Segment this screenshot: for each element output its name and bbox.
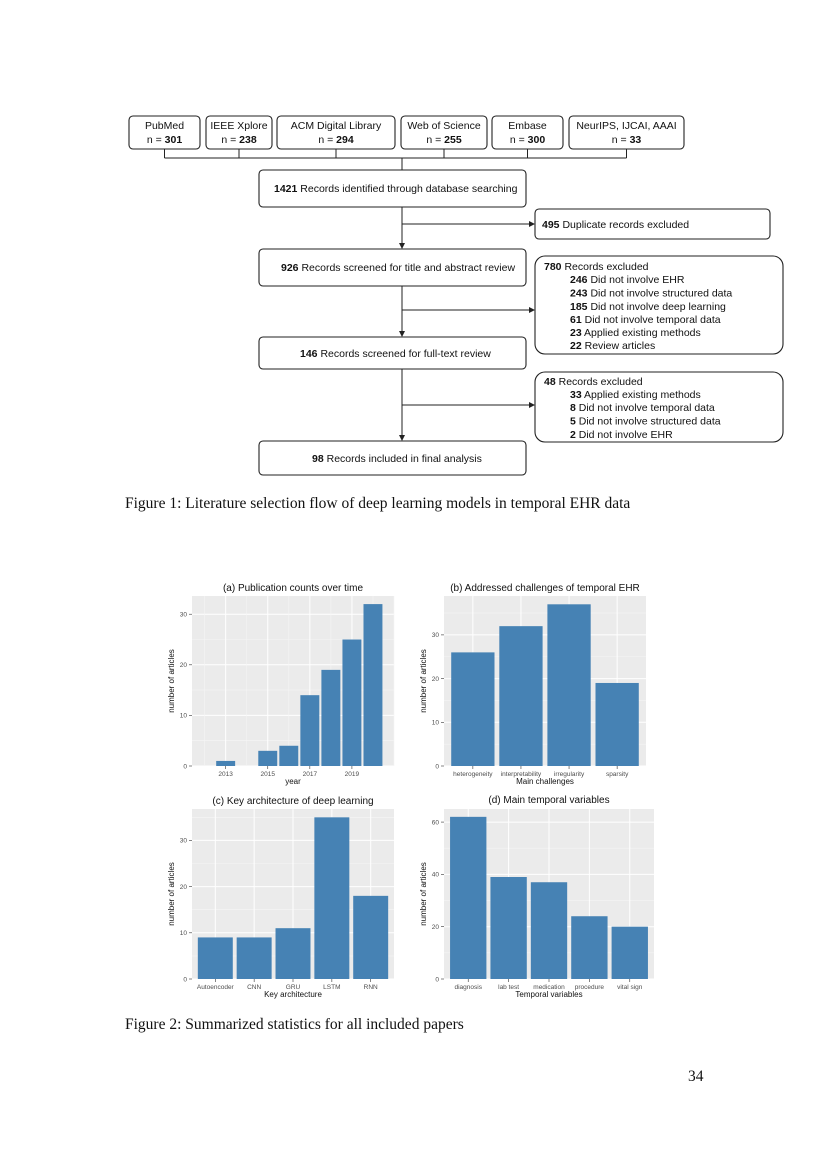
source-count: 238	[239, 134, 257, 146]
y-axis-label: number of articles	[167, 862, 176, 926]
x-tick-label: RNN	[363, 984, 378, 991]
identified-box	[259, 170, 526, 207]
x-axis-label: year	[285, 777, 301, 786]
x-tick-label: LSTM	[323, 984, 341, 991]
x-tick-label: irregularity	[553, 771, 585, 778]
source-name: PubMed	[144, 120, 185, 132]
svg-text:n = 294: n = 294	[318, 134, 354, 146]
source-count: 294	[336, 134, 354, 146]
svg-text:n = 300: n = 300	[509, 134, 546, 146]
excluded-1-item: 23 Applied existing methods	[570, 327, 701, 339]
excluded-1-item: 61 Did not involve temporal data	[570, 314, 721, 326]
source-name: Embase	[508, 120, 547, 132]
y-tick-label: 20	[431, 675, 439, 683]
bar	[571, 916, 607, 979]
bar	[451, 652, 494, 766]
x-tick-label: sparsity	[605, 771, 629, 778]
screened-full-box	[259, 337, 526, 369]
x-tick-label: heterogeneity	[453, 771, 493, 778]
svg-text:48 Records excluded	[544, 376, 643, 388]
svg-text:495 Duplicate records excluded	[542, 219, 689, 231]
source-web-of-science	[401, 116, 487, 149]
figure-2-caption: Figure 2: Summarized statistics for all included papers	[125, 1016, 464, 1033]
excluded-2-item: 8 Did not involve temporal data	[570, 402, 715, 414]
chart-title: (c) Key architecture of deep learning	[212, 796, 374, 807]
excluded-1-item: 22 Review articles	[570, 340, 656, 352]
x-tick-label: GRU	[285, 984, 301, 991]
x-tick-label: Autoencoder	[196, 984, 234, 991]
x-tick-label: lab test	[498, 984, 520, 991]
excluded-1-item: 185 Did not involve deep learning	[570, 301, 726, 313]
y-tick-label: 20	[431, 923, 439, 931]
y-tick-label: 30	[179, 611, 187, 619]
excluded-2-count: 48	[544, 376, 556, 388]
source-name: IEEE Xplore	[210, 120, 268, 132]
x-tick-label: CNN	[247, 984, 262, 991]
x-tick-label: procedure	[574, 984, 605, 991]
x-axis-label: Key architecture	[264, 990, 322, 999]
source-count: 33	[629, 134, 642, 146]
bar	[314, 817, 349, 979]
plot-panel	[192, 809, 394, 979]
svg-text:n = 238: n = 238	[221, 134, 257, 146]
y-tick-label: 20	[179, 883, 187, 891]
excluded-2-item: 2 Did not involve EHR	[570, 429, 673, 441]
screened-title-count: 926	[281, 262, 299, 274]
svg-text:n = 301: n = 301	[146, 134, 183, 146]
y-tick-label: 30	[179, 837, 187, 845]
included-text: Records included in final analysis	[323, 453, 482, 465]
bar	[198, 937, 233, 979]
svg-text:n = 255: n = 255	[426, 134, 462, 146]
bar	[300, 695, 319, 766]
screened-title-text: Records screened for title and abstract review	[298, 262, 516, 274]
y-tick-label: 10	[179, 712, 187, 720]
chart-title: (b) Addressed challenges of temporal EHR	[450, 583, 640, 594]
duplicates-box	[535, 209, 770, 239]
bar	[547, 604, 590, 766]
y-tick-label: 60	[431, 819, 439, 827]
excluded-1-item: 246 Did not involve EHR	[570, 274, 685, 286]
x-axis-label: Temporal variables	[515, 990, 583, 999]
source-acm-digital-library	[277, 116, 395, 149]
source-embase	[492, 116, 563, 149]
bar	[363, 604, 382, 766]
excluded-1-item: 243 Did not involve structured data	[570, 287, 733, 300]
svg-text:1421 Records identified throug	[274, 183, 518, 195]
x-tick-label: 2013	[218, 771, 233, 778]
identified-text: Records identified through database searching	[297, 183, 518, 195]
source-count: 300	[527, 134, 546, 146]
svg-text:780 Records excluded	[544, 261, 649, 273]
bar	[321, 670, 340, 766]
y-tick-label: 0	[183, 976, 187, 984]
y-axis-label: number of articles	[419, 862, 428, 926]
source-ieee-xplore	[206, 116, 272, 149]
source-count: 301	[164, 134, 183, 146]
y-tick-label: 40	[431, 871, 439, 879]
source-pubmed	[129, 116, 200, 149]
x-tick-label: medication	[533, 984, 565, 991]
x-axis-label: Main challenges	[516, 777, 574, 786]
svg-text:98 Records included in final a	[312, 453, 482, 465]
chart-title: (a) Publication counts over time	[222, 583, 364, 594]
y-tick-label: 10	[179, 930, 187, 938]
y-tick-label: 30	[431, 632, 439, 640]
literature-selection-flowchart	[0, 0, 827, 490]
bar	[353, 896, 388, 979]
x-tick-label: 2017	[302, 771, 318, 778]
chart-publication-counts	[167, 583, 394, 786]
plot-panel	[444, 596, 646, 766]
plot-panel	[192, 596, 394, 766]
chart-title: (d) Main temporal variables	[488, 795, 610, 806]
excluded-2-item: 5 Did not involve structured data	[570, 415, 721, 428]
source-name: NeurIPS, IJCAI, AAAI	[576, 120, 677, 132]
included-count: 98	[312, 453, 324, 465]
bar	[237, 937, 272, 979]
screened-full-text: Records screened for full-text review	[317, 348, 491, 360]
duplicates-text: Duplicate records excluded	[559, 219, 690, 231]
excluded-2-item: 33 Applied existing methods	[570, 389, 701, 401]
excluded-1-count: 780	[544, 261, 562, 273]
svg-text:n = 33: n = 33	[611, 134, 642, 146]
bar	[531, 882, 567, 979]
x-tick-label: 2015	[260, 771, 275, 778]
bar	[490, 877, 526, 979]
excluded-1-text: Records excluded	[561, 261, 649, 273]
source-name: ACM Digital Library	[290, 120, 382, 132]
x-tick-label: diagnosis	[454, 984, 482, 991]
bar	[499, 626, 542, 766]
chart-temporal-variables	[419, 795, 654, 999]
identified-count: 1421	[274, 183, 298, 195]
excluded-2-text: Records excluded	[555, 376, 643, 388]
svg-text:146 Records screened for full-	[300, 348, 491, 360]
chart-addressed-challenges	[419, 583, 646, 786]
screened-title-box	[259, 249, 526, 286]
y-axis-label: number of articles	[167, 649, 176, 713]
source-name: Web of Science	[407, 120, 481, 132]
y-tick-label: 20	[179, 662, 187, 670]
bar	[612, 927, 648, 979]
y-tick-label: 0	[435, 976, 439, 984]
plot-panel	[444, 809, 654, 979]
bar	[279, 746, 298, 766]
y-axis-label: number of articles	[419, 649, 428, 713]
source-neurips-ijcai-aaai	[569, 116, 684, 149]
excluded-box-2	[535, 372, 783, 442]
source-count: 255	[444, 134, 462, 146]
duplicates-count: 495	[542, 219, 560, 231]
y-tick-label: 10	[431, 719, 439, 727]
bar	[342, 640, 361, 766]
bar	[596, 683, 639, 766]
x-tick-label: vital sign	[617, 984, 643, 991]
svg-text:926 Records screened for title	[281, 262, 515, 274]
bar	[258, 751, 277, 766]
figure-1-caption: Figure 1: Literature selection flow of deep learning models in temporal EHR data	[125, 495, 631, 512]
main-flow-arrows	[399, 207, 535, 441]
x-tick-label: 2019	[344, 771, 360, 778]
page-number: 34	[688, 1068, 704, 1085]
included-box	[259, 441, 526, 475]
screened-full-count: 146	[300, 348, 318, 360]
y-tick-label: 0	[435, 763, 439, 771]
bar	[276, 928, 311, 979]
source-connectors	[165, 149, 627, 170]
bar	[216, 761, 235, 766]
y-tick-label: 0	[183, 763, 187, 771]
x-tick-label: interpretability	[500, 771, 542, 778]
excluded-box-1	[535, 256, 783, 354]
chart-key-architecture	[167, 796, 394, 999]
bar	[450, 817, 486, 979]
